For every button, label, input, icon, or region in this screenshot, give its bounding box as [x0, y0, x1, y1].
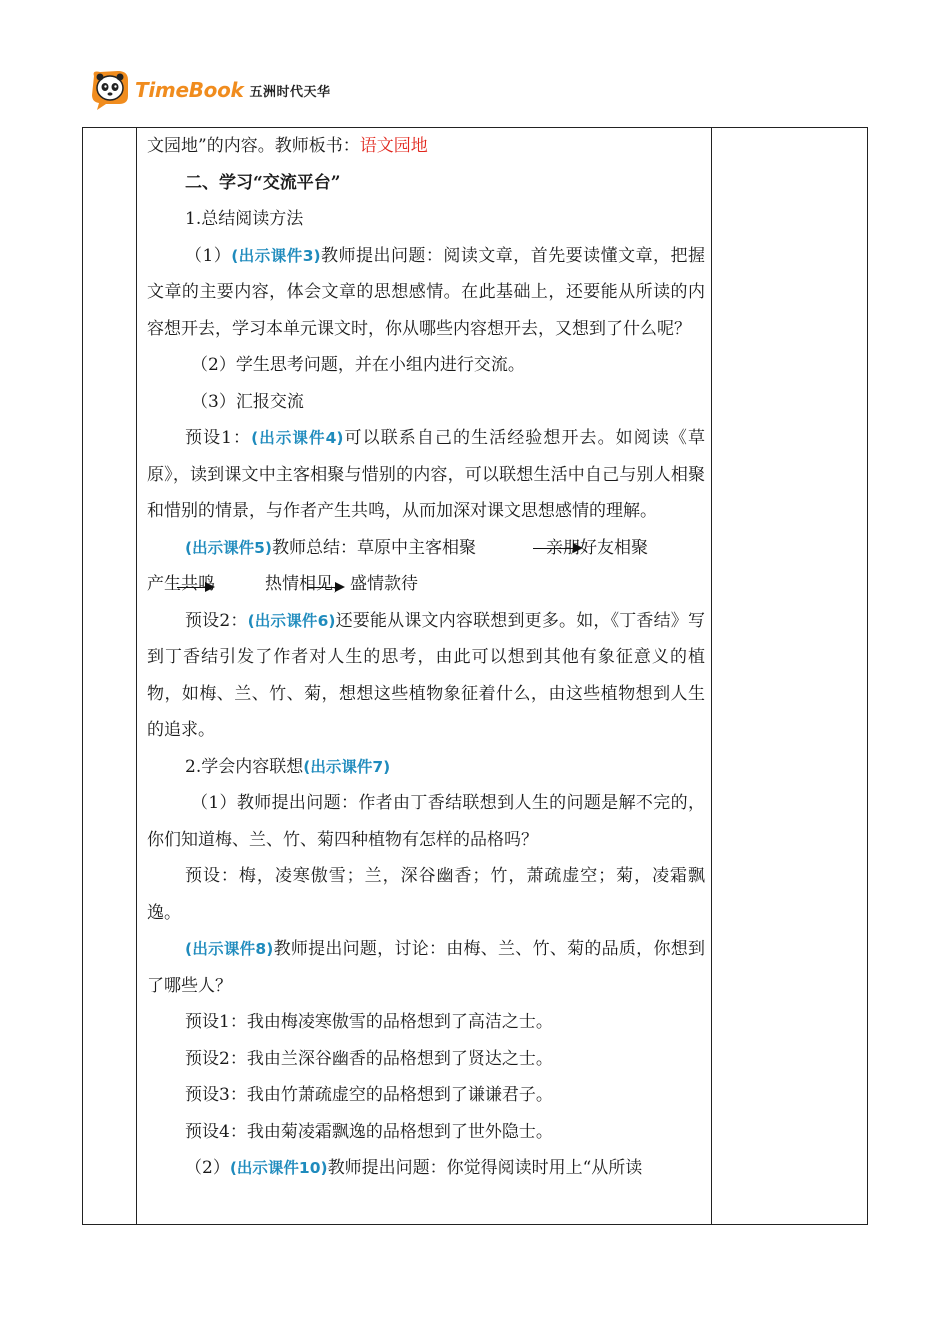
arrow-icon — [307, 587, 343, 588]
paragraph: 预设1：我由梅凌寒傲雪的品格想到了高洁之士。 — [185, 1012, 553, 1032]
paragraph: （3）汇报交流 — [191, 391, 304, 412]
paragraph: 预设3：我由竹萧疏虚空的品格想到了谦谦君子。 — [185, 1085, 553, 1105]
lesson-table — [82, 127, 868, 1225]
paragraph: （2）学生思考问题，并在小组内进行交流。 — [191, 355, 525, 375]
section-heading: 二、学习“交流平台” — [185, 172, 341, 193]
paragraph: 预设2：(出示课件6)还要能从课文内容联想到更多。如，《丁香结》写到丁香结引发了作者对人生的思考，由此可以想到其他有象征意义的植物，如梅、兰、竹、菊，想想这些植物象征着什么，由这些植物想到人生的追求。 — [147, 610, 705, 740]
column-divider — [711, 128, 712, 1224]
sub-heading: 2.学会内容联想(出示课件7) — [185, 756, 391, 777]
courseware-tag: (出示课件5) — [185, 538, 272, 557]
paragraph: （1）(出示课件3)教师提出问题：阅读文章，首先要读懂文章，把握文章的主要内容，体会文章的思想感情。在此基础上，还要能从所读的内容想开去，学习本单元课文时，你从哪些内容想开去，又想到了什么呢？ — [147, 245, 705, 339]
paragraph: 预设：梅，凌寒傲雪；兰，深谷幽香；竹，萧疏虚空；菊，凌霜飘逸。 — [147, 866, 705, 923]
courseware-tag: (出示课件3) — [231, 246, 321, 265]
paragraph: （1）教师提出问题：作者由丁香结联想到人生的问题是解不完的，你们知道梅、兰、竹、菊四种植物有怎样的品格吗？ — [147, 793, 705, 850]
paragraph: (出示课件8)教师提出问题，讨论：由梅、兰、竹、菊的品质，你想到了哪些人？ — [147, 939, 705, 996]
paragraph: （2）(出示课件10)教师提出问题：你觉得阅读时用上“从所读 — [185, 1158, 643, 1178]
courseware-tag: (出示课件10) — [229, 1159, 328, 1177]
summary-flow: (出示课件5)教师总结：草原中主客相聚 亲朋好友相聚 产生共鸣 热情相见，盛情款待 — [147, 537, 648, 594]
brand-logo — [88, 68, 331, 112]
lesson-content-cell — [137, 128, 711, 1187]
courseware-tag: (出示课件8) — [185, 940, 274, 958]
board-writing: 语文园地 — [359, 136, 428, 156]
paragraph: 预设1：(出示课件4)可以联系自己的生活经验想开去。如阅读《草原》，读到课文中主客相聚与惜别的内容，可以联想生活中自己与别人相聚和惜别的情景，与作者产生共鸣，从而加深对课文思想感情的理解。 — [147, 428, 705, 521]
panda-logo-icon — [88, 68, 132, 112]
paragraph: 预设2：我由兰深谷幽香的品格想到了贤达之士。 — [185, 1048, 553, 1069]
courseware-tag: (出示课件7) — [303, 757, 391, 776]
paragraph: 文园地”的内容。教师板书：语文园地 — [147, 136, 428, 156]
brand-name: TimeBook — [135, 78, 244, 102]
paragraph: 预设4：我由菊凌霜飘逸的品格想到了世外隐士。 — [185, 1121, 553, 1142]
arrow-icon — [177, 587, 213, 588]
arrow-icon — [533, 548, 581, 549]
courseware-tag: (出示课件4) — [251, 429, 344, 447]
brand-name-cn: 五洲时代天华 — [249, 84, 331, 100]
sub-heading: 1.总结阅读方法 — [185, 209, 304, 229]
courseware-tag: (出示课件6) — [247, 611, 336, 630]
